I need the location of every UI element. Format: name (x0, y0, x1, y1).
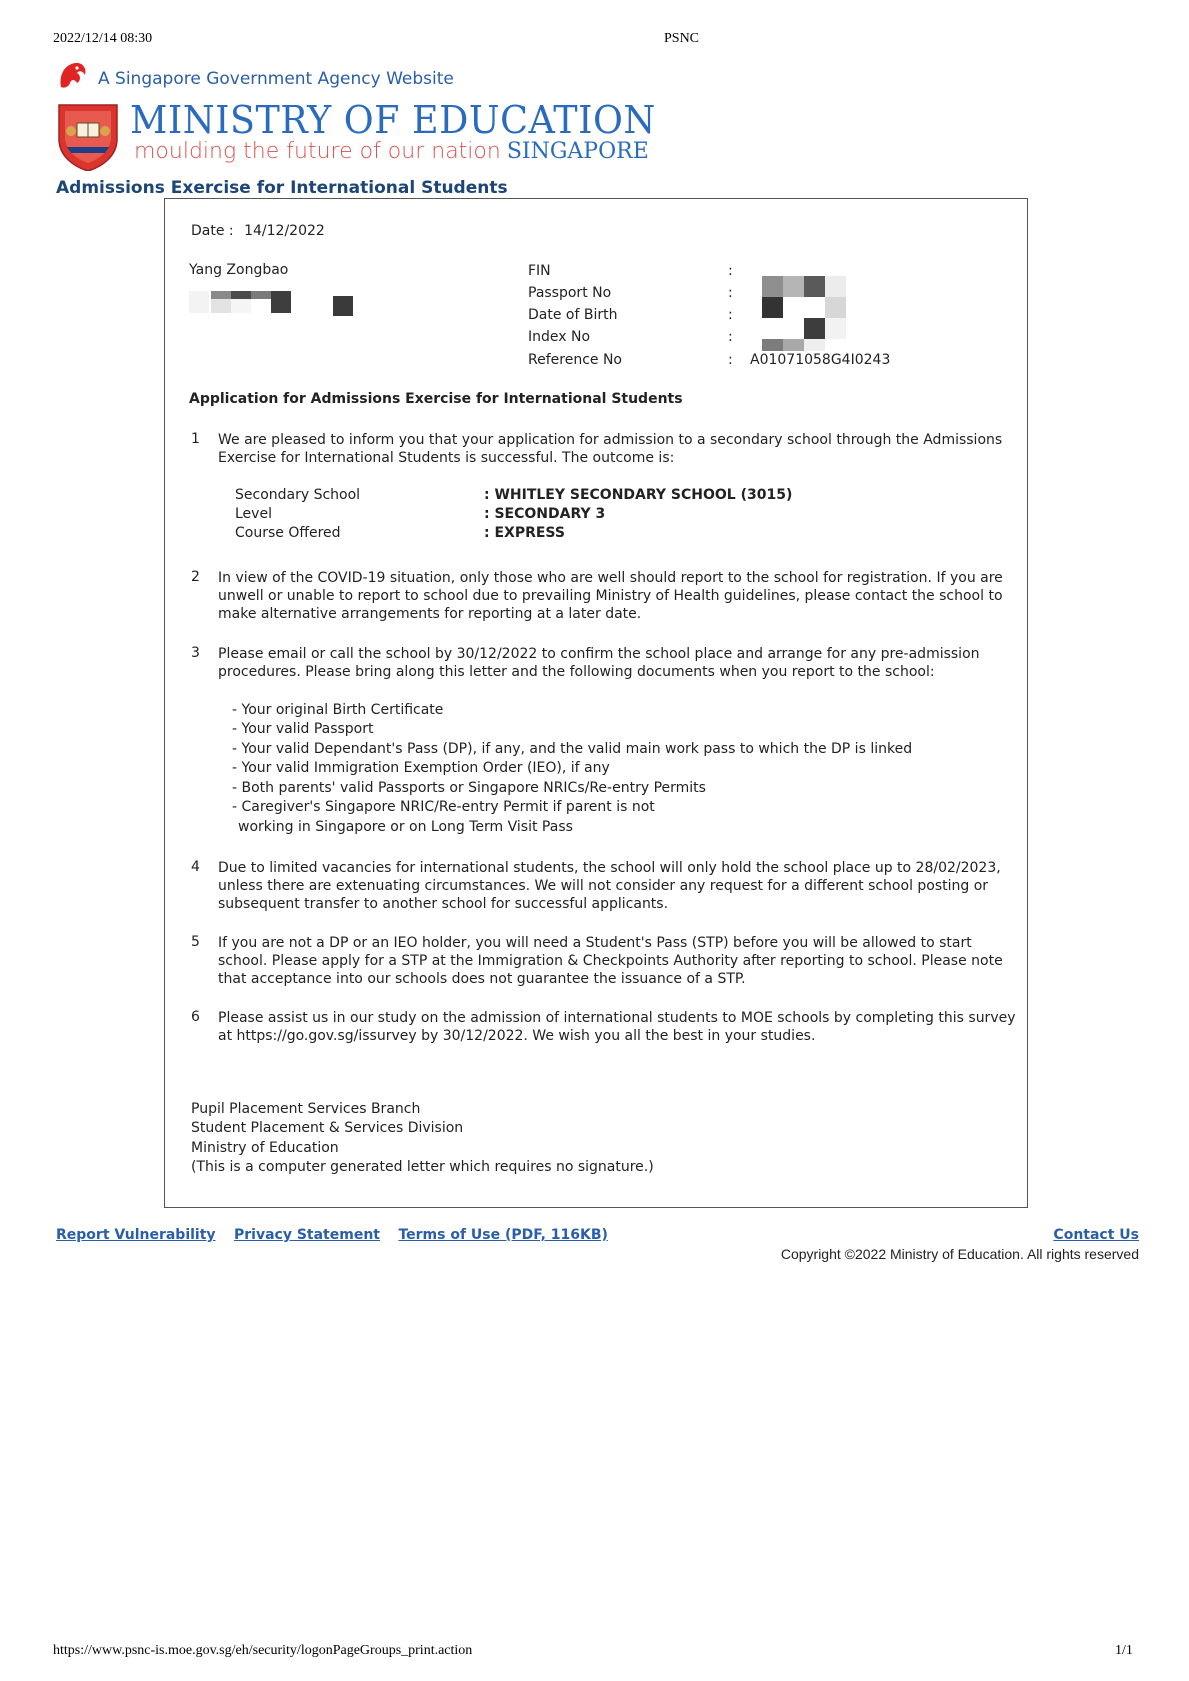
reference-number: A01071058G4I0243 (750, 352, 891, 368)
outcome-value: : WHITLEY SECONDARY SCHOOL (3015) (484, 487, 793, 503)
document-item: - Your original Birth Certificate (232, 702, 444, 718)
country-text: SINGAPORE (506, 139, 649, 164)
date-row (191, 223, 325, 239)
signature-line: Ministry of Education (191, 1140, 339, 1156)
recipient-name: Yang Zongbao (189, 262, 289, 278)
paragraph-6: Please assist us in our study on the admission of international students to MOE schools by completing this survey at https://go.gov.sg/issurvey by 30/12/2022. We wish you all the best in your studies. (218, 1010, 1016, 1044)
letter-subject: Application for Admissions Exercise for International Students (189, 391, 683, 407)
copyright-text: Copyright ©2022 Ministry of Education. All rights reserved (780, 1246, 1139, 1262)
signature-line: (This is a computer generated letter which requires no signature.) (191, 1159, 654, 1175)
field-sep: : (728, 285, 733, 301)
print-title: PSNC (664, 31, 700, 46)
footer-links (56, 1227, 622, 1243)
print-page-number: 1/1 (1115, 1643, 1133, 1658)
field-label-reference: Reference No (528, 352, 622, 368)
field-label-fin: FIN (528, 263, 551, 279)
outcome-label: Course Offered (235, 525, 341, 541)
paragraph-2: In view of the COVID-19 situation, only those who are well should report to the school for registration. If you are unwell or unable to report to school due to prevailing Ministry of Health guidelines, please contact the school to make alternative arrangements for reporting at a later date. (218, 570, 1003, 622)
print-datetime: 2022/12/14 08:30 (53, 31, 153, 46)
para-number: 2 (191, 569, 200, 585)
document-item: - Your valid Passport (232, 721, 374, 737)
field-label-index: Index No (528, 329, 591, 345)
terms-of-use-link[interactable]: Terms of Use (PDF, 116KB) (398, 1227, 608, 1243)
report-vulnerability-link[interactable]: Report Vulnerability (56, 1227, 216, 1243)
page-title: Admissions Exercise for International Students (56, 178, 508, 198)
document-item: - Your valid Immigration Exemption Order (IEO), if any (232, 760, 610, 776)
paragraph-4: Due to limited vacancies for international students, the school will only hold the school place up to 28/02/2023, unless there are extenuating circumstances. We will not consider any request for a different school posting or subsequent transfer to another school for successful applicants. (218, 860, 1001, 912)
outcome-label: Level (235, 506, 272, 522)
contact-us-link[interactable]: Contact Us (1053, 1227, 1139, 1243)
para-number: 4 (191, 859, 200, 875)
field-sep: : (728, 352, 733, 368)
paragraph-5: If you are not a DP or an IEO holder, you will need a Student's Pass (STP) before you will be allowed to start school. Please apply for a STP at the Immigration & Checkpoints Authority after reporting to school. Please note that acceptance into our schools does not guarantee the issuance of a STP. (218, 935, 1003, 987)
signature-line: Pupil Placement Services Branch (191, 1101, 421, 1117)
field-label-dob: Date of Birth (528, 307, 618, 323)
outcome-value: : EXPRESS (484, 525, 565, 541)
date-label: Date : (191, 223, 234, 239)
document-item: - Caregiver's Singapore NRIC/Re-entry Permit if parent is not (232, 799, 655, 815)
moe-crest-icon (55, 101, 121, 171)
signature-line: Student Placement & Services Division (191, 1120, 464, 1136)
outcome-label: Secondary School (235, 487, 361, 503)
ministry-tagline (134, 139, 649, 164)
paragraph-3: Please email or call the school by 30/12/2022 to confirm the school place and arrange for any pre-admission procedures. Please bring along this letter and the following documents when you report to the school: (218, 646, 980, 680)
field-sep: : (728, 307, 733, 323)
para-number: 3 (191, 645, 200, 661)
print-url: https://www.psnc-is.moe.gov.sg/eh/security/logonPageGroups_print.action (53, 1643, 473, 1658)
document-item: working in Singapore or on Long Term Visit Pass (238, 819, 573, 835)
agency-label: A Singapore Government Agency Website (98, 69, 454, 89)
field-sep: : (728, 263, 733, 279)
outcome-value: : SECONDARY 3 (484, 506, 606, 522)
tagline-text: moulding the future of our nation (134, 139, 501, 164)
para-number: 1 (191, 431, 200, 447)
document-item: - Your valid Dependant's Pass (DP), if any, and the valid main work pass to which the DP is linked (232, 741, 913, 757)
field-label-passport: Passport No (528, 285, 612, 301)
field-sep: : (728, 329, 733, 345)
para-number: 6 (191, 1009, 200, 1025)
document-item: - Both parents' valid Passports or Singapore NRICs/Re-entry Permits (232, 780, 706, 796)
date-value: 14/12/2022 (244, 223, 325, 239)
letter-panel (164, 198, 1028, 1208)
merlion-icon (55, 57, 91, 95)
paragraph-1: We are pleased to inform you that your application for admission to a secondary school through the Admissions Exercise for International Students is successful. The outcome is: (218, 432, 1003, 466)
privacy-statement-link[interactable]: Privacy Statement (234, 1227, 380, 1243)
ministry-title: MINISTRY OF EDUCATION (130, 98, 656, 142)
para-number: 5 (191, 934, 200, 950)
